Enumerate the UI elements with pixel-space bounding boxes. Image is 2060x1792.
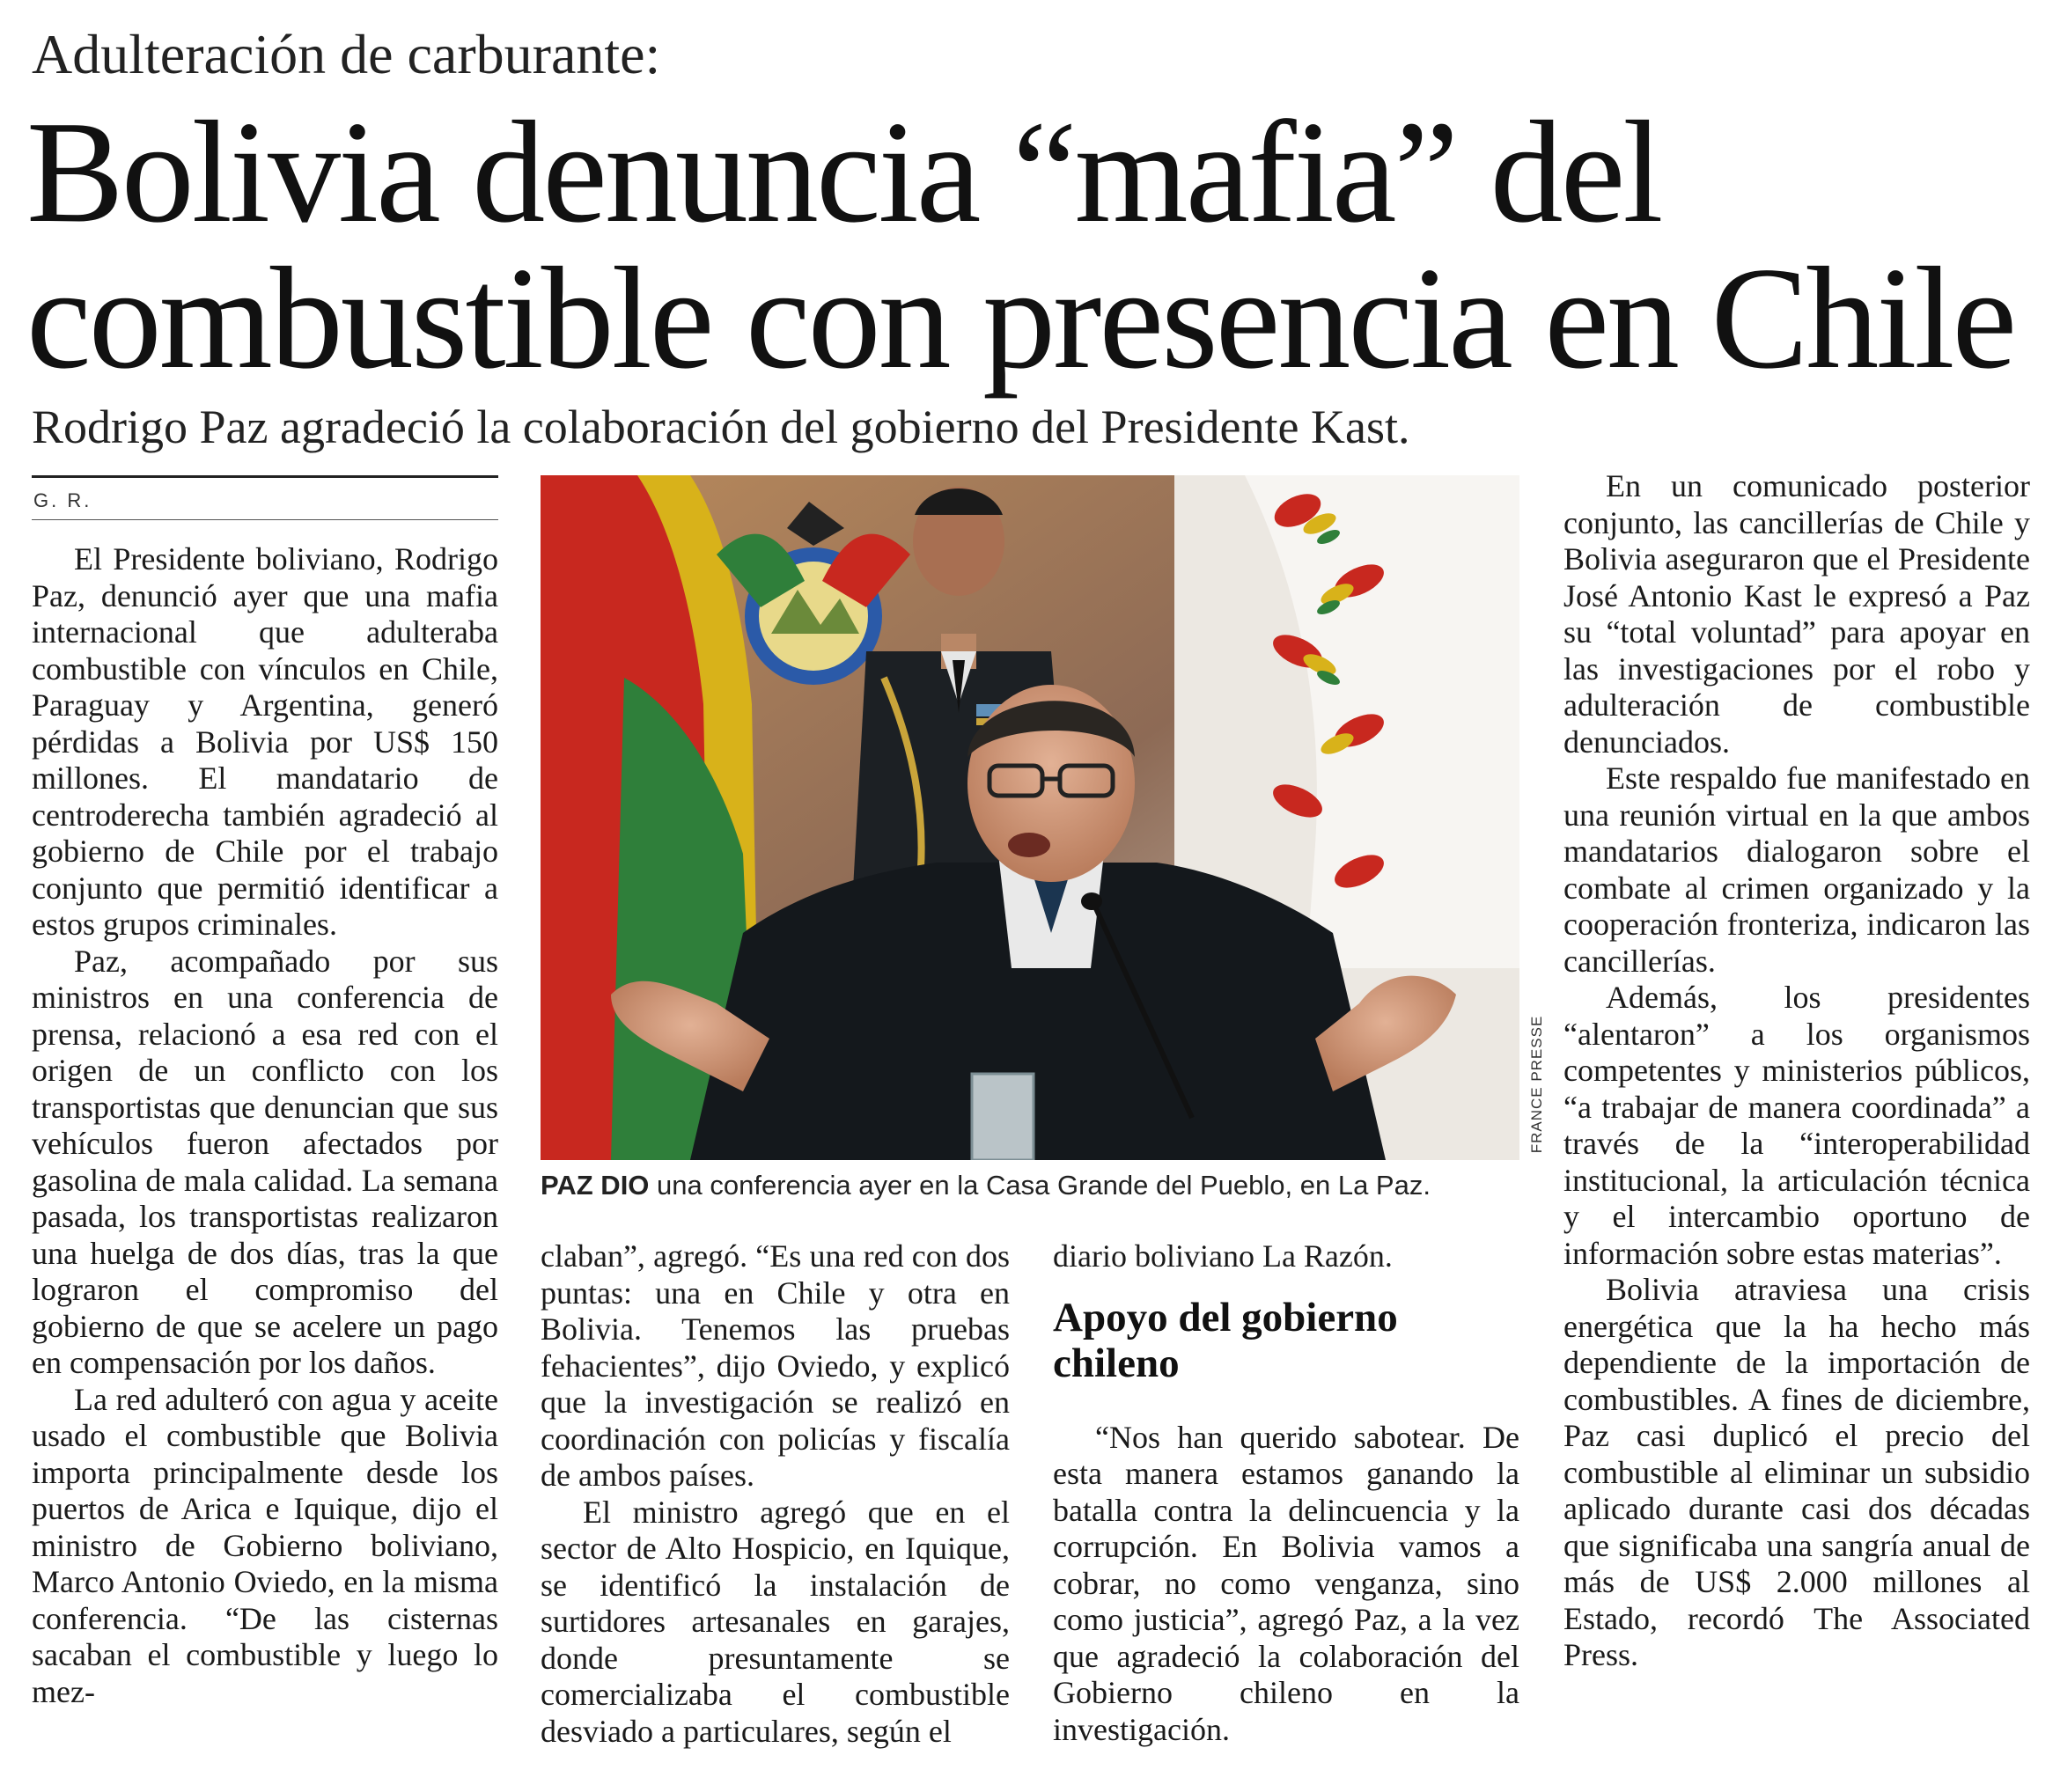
caption-text: una conferencia ayer en la Casa Grande del Pueblo, en La Paz.: [649, 1170, 1431, 1201]
paragraph: “Nos han querido sabotear. De esta manera estamos ganando la batalla contra la delincuencia y la corrupción. En Bolivia vamos a cobrar, no como venganza, sino como justicia”, agregó Paz, a la vez que agradeció la colaboración del Gobierno chileno en la investigación.: [1053, 1419, 1519, 1747]
paragraph: Además, los presidentes “alentaron” a los organismos competentes y ministerios públicos, “a trabajar de manera coordinada” a través de la “interoperabilidad institucional, la articulación técnica y el intercambio oportuno de información sobre estas materias”.: [1563, 980, 2030, 1271]
headline-line-2: combustible con presencia en Chile: [26, 237, 2015, 399]
news-photo: [541, 475, 1519, 1160]
headline-line-1: Bolivia denuncia “mafia” del: [26, 91, 1661, 253]
paragraph: La red adulteró con agua y aceite usado el combustible que Bolivia importa principalmente desde los puertos de Arica e Iquique, dijo el ministro de Gobierno boliviano, Marco Antonio Oviedo, en la misma conferencia. “De las cisternas sacaban el combustible y luego lo mez-: [32, 1381, 498, 1709]
column-3: [1053, 1238, 1519, 1748]
paragraph: En un comunicado posterior conjunto, las cancillerías de Chile y Bolivia aseguraron que el Presidente José Antonio Kast le expresó a Paz su “total voluntad” para apoyar en las investigaciones por el robo y adulteración de combustible denunciados.: [1563, 468, 2030, 760]
byline: G. R.: [33, 489, 92, 511]
column-1: [32, 541, 498, 1710]
paragraph: El ministro agregó que en el sector de Alto Hospicio, en Iquique, se identificó la instalación de surtidores artesanales en garajes, donde presuntamente se comercializaba el combustible desviado a particulares, según el: [541, 1494, 1010, 1749]
paragraph: Bolivia atraviesa una crisis energética que la ha hecho más dependiente de la importación de combustibles. A fines de diciembre, Paz casi duplicó el precio del combustible al eliminar un subsidio aplicado durante casi dos décadas que significaba una sangría anual de más de US$ 2.000 millones al Estado, recordó The Associated Press.: [1563, 1272, 2030, 1672]
paragraph: El Presidente boliviano, Rodrigo Paz, denunció ayer que una mafia internacional que adulteraba combustible con vínculos en Chile, Paraguay y Argentina, generó pérdidas a Bolivia por US$ 150 millones. El mandatario de centroderecha también agradeció al gobierno de Chile por el trabajo conjunto que permitió identificar a estos grupos criminales.: [32, 541, 498, 942]
headline: [26, 91, 2034, 399]
paragraph: Este respaldo fue manifestado en una reunión virtual en la que ambos mandatarios dialogaron sobre el combate al crimen organizado y la cooperación fronteriza, indicaron las cancillerías.: [1563, 760, 2030, 979]
kicker: Adulteración de carburante:: [32, 23, 661, 85]
column-4: [1563, 468, 2030, 1674]
byline-top-rule: [32, 475, 498, 478]
column-2: [541, 1238, 1010, 1750]
photo-credit: FRANCE PRESSE: [1528, 1015, 1545, 1154]
photo-caption: [541, 1167, 1544, 1204]
deck-subtitle: Rodrigo Paz agradeció la colaboración del gobierno del Presidente Kast.: [32, 400, 1410, 453]
byline-bottom-rule: [32, 519, 498, 520]
section-subhead: Apoyo del gobierno chileno: [1053, 1294, 1398, 1386]
paragraph: Paz, acompañado por sus ministros en una conferencia de prensa, relacionó a esa red con el origen de un conflicto con los transportistas que denuncian que sus vehículos fueron afectados por gasolina de mala calidad. La semana pasada, los transportistas realizaron una huelga de dos días, tras la que lograron el compromiso del gobierno de que se acelere un pago en compensación por los daños.: [32, 943, 498, 1380]
paragraph: claban”, agregó. “Es una red con dos puntas: una en Chile y otra en Bolivia. Tenemos las pruebas fehacientes”, dijo Oviedo, y explicó que la investigación se realizó en coordinación con policías y fiscalía de ambos países.: [541, 1238, 1010, 1493]
paragraph: diario boliviano La Razón.: [1053, 1238, 1393, 1274]
caption-lead: PAZ DIO: [541, 1170, 650, 1201]
